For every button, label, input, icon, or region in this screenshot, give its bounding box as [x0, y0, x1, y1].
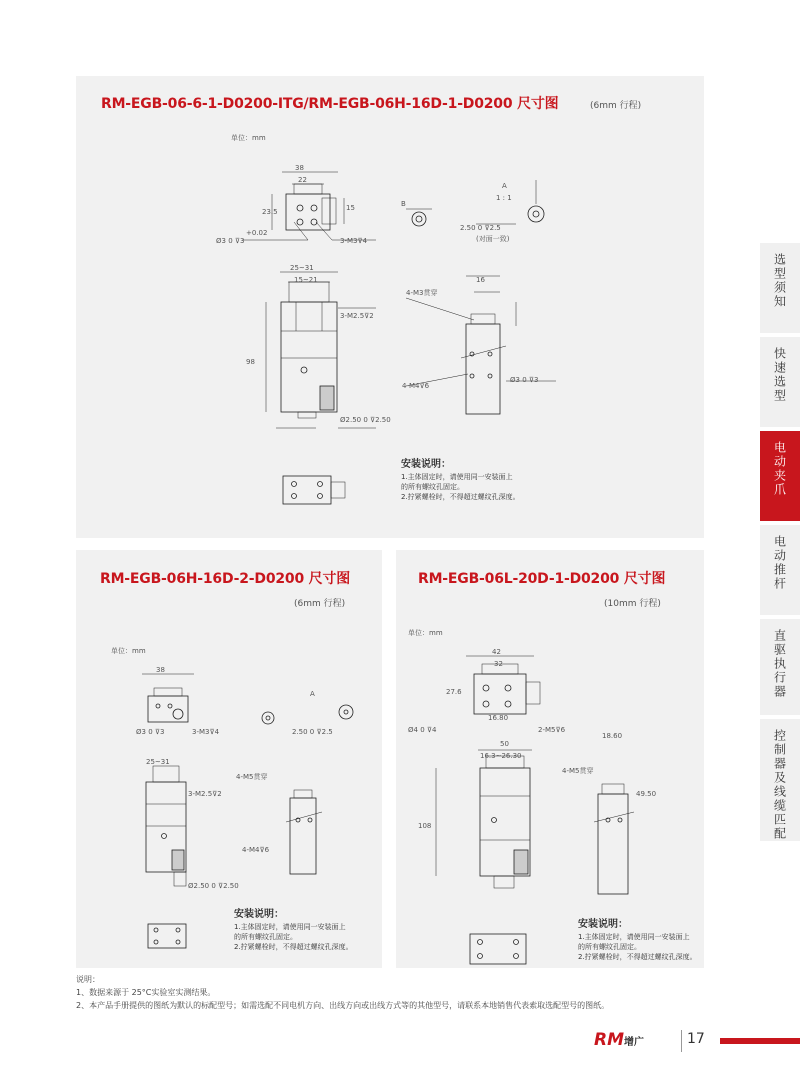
install-line1: 1.主体固定时，请使用同一安装面上 [578, 933, 690, 941]
side-nav [760, 243, 800, 845]
dim-16: 16 [476, 276, 485, 284]
stroke-note: (6mm 行程) [590, 101, 642, 111]
dim-108: 108 [418, 822, 432, 830]
panel-title: RM-EGB-06H-16D-2-D0200 尺寸图 [100, 571, 351, 587]
dim-15-21: 15~21 [294, 276, 318, 284]
install-notes [401, 460, 520, 502]
dimension-drawing-3 [396, 550, 704, 968]
dim-m2-5: 3-M2.5⊽2 [340, 312, 374, 320]
section-a: A [310, 690, 315, 698]
dim-16-80: 16.80 [488, 714, 509, 722]
tab-electric-gripper[interactable] [760, 431, 800, 521]
dim-dia250: Ø2.50 0 ⊽2.50 [340, 416, 391, 424]
dim-50: 50 [500, 740, 509, 748]
drawing-panel-2 [76, 550, 382, 968]
dim-25-31: 25~31 [146, 758, 170, 766]
tab-label: 直驱执行器 [772, 629, 787, 699]
footer-accent-bar [720, 1038, 800, 1044]
install-heading: 安装说明： [234, 909, 284, 920]
dim-m4: 4-M4⊽6 [402, 382, 430, 390]
install-line1b: 的所有螺纹孔固定。 [401, 483, 464, 491]
section-scale: 1 : 1 [496, 194, 512, 202]
tab-label: 控制器及线缆匹配 [772, 729, 787, 841]
dim-dia250: Ø2.50 0 ⊽2.50 [188, 882, 239, 890]
dim-42: 42 [492, 648, 501, 656]
tab-controllers-cables[interactable] [760, 719, 800, 841]
install-line1b: 的所有螺纹孔固定。 [234, 933, 297, 941]
panel-title: RM-EGB-06-6-1-D0200-ITG/RM-EGB-06H-16D-1-D0200 尺寸图 [101, 96, 559, 112]
drawing-panel-3 [396, 550, 704, 968]
unit-label: 单位：mm [408, 629, 443, 637]
install-line1b: 的所有螺纹孔固定。 [578, 943, 641, 951]
dim-15: 15 [346, 204, 355, 212]
dim-18-60: 18.60 [602, 732, 623, 740]
dimension-drawing-2 [76, 550, 382, 968]
footnotes-heading: 说明： [76, 975, 100, 984]
install-notes [234, 910, 353, 952]
footer-divider [681, 1030, 682, 1052]
brand-logo: RM增广 [594, 1030, 645, 1050]
dim-38: 38 [295, 164, 304, 172]
install-line2: 2.拧紧螺栓时，不得超过螺纹孔深度。 [578, 953, 697, 961]
dim-m3-thru: 4-M3贯穿 [406, 289, 438, 297]
dim-m2-5: 3-M2.5⊽2 [188, 790, 222, 798]
section-b: B [401, 200, 406, 208]
install-line1: 1.主体固定时，请使用同一安装面上 [401, 473, 513, 481]
install-heading: 安装说明： [401, 459, 451, 470]
tab-label: 选型须知 [772, 253, 787, 309]
dimension-drawing-1 [76, 76, 704, 538]
dim-49-50: 49.50 [636, 790, 657, 798]
install-notes [578, 920, 697, 962]
footnotes [76, 973, 609, 1012]
install-heading: 安装说明： [578, 919, 628, 930]
dim-dia3: Ø3 0 ⊽3 [216, 237, 245, 245]
unit-label: 单位：mm [111, 647, 146, 655]
tab-quick-selection[interactable] [760, 337, 800, 427]
dim-m3: 3-M3⊽4 [340, 237, 368, 245]
dim-m5-thru: 4-M5贯穿 [562, 767, 594, 775]
dim-25-31: 25~31 [290, 264, 314, 272]
dim-27-6: 27.6 [446, 688, 462, 696]
page-number: 17 [687, 1031, 705, 1047]
tab-selection-guide[interactable] [760, 243, 800, 333]
tab-label: 快速选型 [772, 347, 787, 403]
panel-title: RM-EGB-06L-20D-1-D0200 尺寸图 [418, 571, 666, 587]
dim-16-3: 16.3~26.30 [480, 752, 522, 760]
tab-direct-drive[interactable] [760, 619, 800, 715]
dim-23-5: 23.5 [262, 208, 278, 216]
footnote-1: 1、数据来源于 25°C实验室实测结果。 [76, 988, 216, 997]
tab-label: 电动夹爪 [772, 441, 787, 497]
dim-dia4: Ø4 0 ⊽4 [408, 726, 437, 734]
dim-98: 98 [246, 358, 255, 366]
stroke-note: (10mm 行程) [604, 599, 661, 609]
dim-32: 32 [494, 660, 503, 668]
dim-m3: 3-M3⊽4 [192, 728, 220, 736]
unit-label: 单位：mm [231, 134, 266, 142]
section-a: A [502, 182, 507, 190]
install-line2: 2.拧紧螺栓时，不得超过螺纹孔深度。 [234, 943, 353, 951]
install-line2: 2.拧紧螺栓时，不得超过螺纹孔深度。 [401, 493, 520, 501]
tab-electric-actuator[interactable] [760, 525, 800, 615]
dim-22: 22 [298, 176, 307, 184]
dim-opposite: (对面一致) [476, 235, 510, 243]
stroke-note: (6mm 行程) [294, 599, 346, 609]
install-line1: 1.主体固定时，请使用同一安装面上 [234, 923, 346, 931]
footnote-2: 2、本产品手册提供的图纸为默认的标配型号；如需选配不同电机方向、出线方向或出线方式等的其他型号，请联系本地销售代表索取选配型号的图纸。 [76, 1001, 610, 1010]
dim-tol: +0.02 [246, 229, 268, 237]
dim-slot: 2.50 0 ⊽2.5 [292, 728, 333, 736]
dim-m5: 2-M5⊽6 [538, 726, 566, 734]
tab-label: 电动推杆 [772, 535, 787, 591]
dim-dia3-b: Ø3 0 ⊽3 [510, 376, 539, 384]
dim-dia3: Ø3 0 ⊽3 [136, 728, 165, 736]
dim-slot: 2.50 0 ⊽2.5 [460, 224, 501, 232]
dim-m4: 4-M4⊽6 [242, 846, 270, 854]
dim-m5-thru: 4-M5贯穿 [236, 773, 268, 781]
drawing-panel-1 [76, 76, 704, 538]
dim-38: 38 [156, 666, 165, 674]
